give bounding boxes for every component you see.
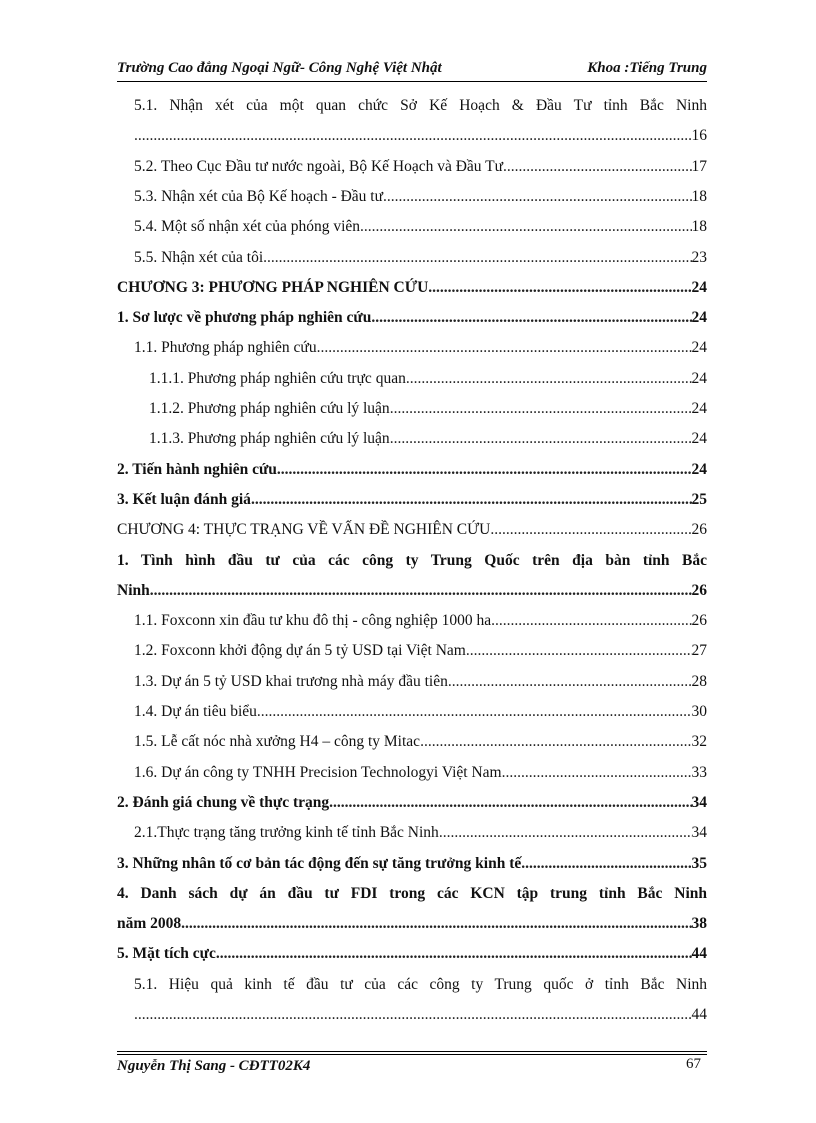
toc-page-number: 24 <box>691 339 707 357</box>
toc-dot-leader <box>371 304 691 332</box>
toc-line <box>134 698 707 726</box>
toc-entry-title: 5.3. Nhận xét của Bộ Kế hoạch - Đầu tư <box>134 187 384 205</box>
toc-page-number: 18 <box>691 218 707 236</box>
toc-dot-leader <box>390 395 692 423</box>
toc-line <box>134 213 707 241</box>
toc-page-number: 23 <box>691 248 707 266</box>
toc-dot-leader <box>263 244 691 272</box>
header-faculty: Khoa :Tiếng Trung <box>587 60 707 76</box>
toc-entry-title: 2.1.Thực trạng tăng trưởng kinh tế tỉnh Bắc Ninh <box>134 824 439 842</box>
toc-page-number: 33 <box>691 763 707 781</box>
toc-entry-title: 2. Tiến hành nghiên cứu <box>117 460 277 478</box>
toc-line <box>117 486 707 514</box>
toc-page-number: 34 <box>691 824 707 842</box>
toc-entry-title: CHƯƠNG 3: PHƯƠNG PHÁP NGHIÊN CỨU <box>117 278 429 296</box>
toc-line <box>134 819 707 847</box>
toc-entry-title: 1.2. Foxconn khởi động dự án 5 tỷ USD tại Việt Nam <box>134 642 466 660</box>
toc-line <box>134 92 707 120</box>
toc-entry-title: 1. Tình hình đầu tư của các công ty Trung Quốc trên địa bàn tỉnh Bắc <box>117 551 707 569</box>
toc-page-number: 24 <box>691 400 707 417</box>
toc-entry-title: CHƯƠNG 4: THỰC TRẠNG VỀ VẤN ĐỀ NGHIÊN CỨU <box>117 521 491 539</box>
toc-line <box>134 971 707 999</box>
toc-entry-title: 1.1. Phương pháp nghiên cứu <box>134 339 317 357</box>
footer-rule-secondary <box>117 1054 707 1055</box>
toc-line <box>134 1001 707 1029</box>
toc-dot-leader <box>317 334 692 362</box>
toc-line <box>117 516 707 544</box>
toc-entry-title: 5.2. Theo Cục Đầu tư nước ngoài, Bộ Kế Hoạch và Đầu Tư <box>134 157 504 175</box>
toc-dot-leader <box>216 940 692 968</box>
toc-page-number: 24 <box>691 460 707 478</box>
toc-entry-title: 5.1. Nhận xét của một quan chức Sở Kế Hoạch & Đầu Tư tỉnh Bắc Ninh <box>134 97 707 114</box>
toc-line <box>117 456 707 484</box>
toc-line <box>149 365 707 393</box>
toc-page-number: 26 <box>691 521 707 539</box>
toc-page-number: 35 <box>691 854 707 872</box>
toc-page-number: 34 <box>691 793 707 811</box>
toc-entry-title: 1.5. Lễ cất nóc nhà xưởng H4 – công ty Mitac <box>134 733 421 751</box>
toc-entry-title: 5.4. Một số nhận xét của phóng viên <box>134 218 361 236</box>
toc-line <box>117 850 707 878</box>
toc-line <box>134 122 707 150</box>
toc-page-number: 28 <box>691 672 707 690</box>
toc-dot-leader <box>502 759 692 787</box>
toc-dot-leader <box>134 1001 692 1029</box>
toc-page-number: 26 <box>691 581 707 599</box>
toc-dot-leader <box>257 698 692 726</box>
toc-page-number: 24 <box>691 278 707 296</box>
toc-line <box>134 728 707 756</box>
toc-page-number: 18 <box>691 187 707 205</box>
toc-page-number: 38 <box>691 915 707 933</box>
header-rule <box>117 81 707 82</box>
toc-line <box>117 789 707 817</box>
toc-dot-leader <box>420 728 691 756</box>
toc-line <box>134 153 707 181</box>
toc-dot-leader <box>448 668 692 696</box>
toc-dot-leader <box>134 122 692 150</box>
toc-entry-title: 1.1.3. Phương pháp nghiên cứu lý luận <box>149 430 390 448</box>
toc-entry-title: 1.3. Dự án 5 tỷ USD khai trương nhà máy đầu tiên <box>134 672 448 690</box>
toc-dot-leader <box>503 153 691 181</box>
toc-line <box>117 880 707 908</box>
page-header <box>117 58 707 80</box>
toc-dot-leader <box>277 456 692 484</box>
toc-line <box>134 334 707 362</box>
toc-line <box>134 607 707 635</box>
toc-page-number: 24 <box>691 430 707 448</box>
toc-entry-title: 2. Đánh giá chung về thực trạng <box>117 793 330 811</box>
toc-line <box>134 637 707 665</box>
toc-page-number: 26 <box>691 612 707 630</box>
toc-dot-leader <box>390 425 692 453</box>
page-number: 67 <box>686 1056 701 1072</box>
toc-dot-leader <box>466 637 692 665</box>
toc-page-number: 32 <box>691 733 707 751</box>
toc-page-number: 30 <box>691 703 707 720</box>
toc-line <box>117 304 707 332</box>
toc-page-number: 24 <box>691 369 707 387</box>
toc-dot-leader <box>491 607 691 635</box>
toc-line <box>117 577 707 605</box>
toc-line <box>117 910 707 938</box>
footer-rule <box>117 1051 707 1052</box>
toc-line <box>134 183 707 211</box>
toc-entry-title: năm 2008 <box>117 915 182 933</box>
toc-entry-title: 5. Mặt tích cực <box>117 945 216 963</box>
header-school-name: Trường Cao đẳng Ngoại Ngữ- Công Nghệ Việt Nhật <box>117 60 442 76</box>
toc-dot-leader <box>406 365 692 393</box>
toc-dot-leader <box>490 516 691 544</box>
toc-line <box>117 547 707 575</box>
toc-entry-title: 1.1.1. Phương pháp nghiên cứu trực quan <box>149 369 406 387</box>
toc-dot-leader <box>521 850 691 878</box>
toc-line <box>149 395 707 423</box>
toc-entry-title: 1.6. Dự án công ty TNHH Precision Technologyi Việt Nam <box>134 763 502 781</box>
toc-dot-leader <box>251 486 692 514</box>
toc-page-number: 25 <box>691 490 707 508</box>
toc-entry-title: 1.4. Dự án tiêu biểu <box>134 703 257 720</box>
toc-line <box>134 668 707 696</box>
toc-entry-title: Ninh <box>117 581 150 599</box>
toc-entry-title: 3. Những nhân tố cơ bản tác động đến sự tăng trưởng kinh tế <box>117 854 522 872</box>
toc-line <box>134 244 707 272</box>
footer-author: Nguyễn Thị Sang - CĐTT02K4 <box>117 1058 311 1074</box>
toc-line <box>117 274 707 302</box>
toc-page-number: 44 <box>691 1006 707 1023</box>
toc-dot-leader <box>383 183 691 211</box>
page-footer <box>117 1056 707 1078</box>
toc-page-number: 17 <box>691 157 707 175</box>
toc-entry-title: 3. Kết luận đánh giá <box>117 490 251 508</box>
toc-entry-title: 1. Sơ lược về phương pháp nghiên cứu <box>117 309 372 327</box>
toc-entry-title: 4. Danh sách dự án đầu tư FDI trong các KCN tập trung tỉnh Bắc Ninh <box>117 884 707 902</box>
toc-dot-leader <box>150 577 692 605</box>
toc-dot-leader <box>360 213 691 241</box>
toc-line <box>134 759 707 787</box>
toc-line <box>149 425 707 453</box>
toc-line <box>117 940 707 968</box>
toc-dot-leader <box>329 789 691 817</box>
toc-page-number: 27 <box>691 642 707 660</box>
toc-dot-leader <box>439 819 692 847</box>
toc-entry-title: 1.1.2. Phương pháp nghiên cứu lý luận <box>149 400 390 417</box>
toc-entry-title: 5.1. Hiệu quả kinh tế đầu tư của các công ty Trung quốc ở tỉnh Bắc Ninh <box>134 975 707 993</box>
toc-page-number: 24 <box>691 309 707 327</box>
toc-dot-leader <box>428 274 691 302</box>
toc-entry-title: 1.1. Foxconn xin đầu tư khu đô thị - công nghiệp 1000 ha <box>134 612 492 630</box>
toc-page-number: 44 <box>691 945 707 963</box>
toc-dot-leader <box>181 910 691 938</box>
toc-page-number: 16 <box>691 127 707 145</box>
toc-entry-title: 5.5. Nhận xét của tôi <box>134 248 264 266</box>
